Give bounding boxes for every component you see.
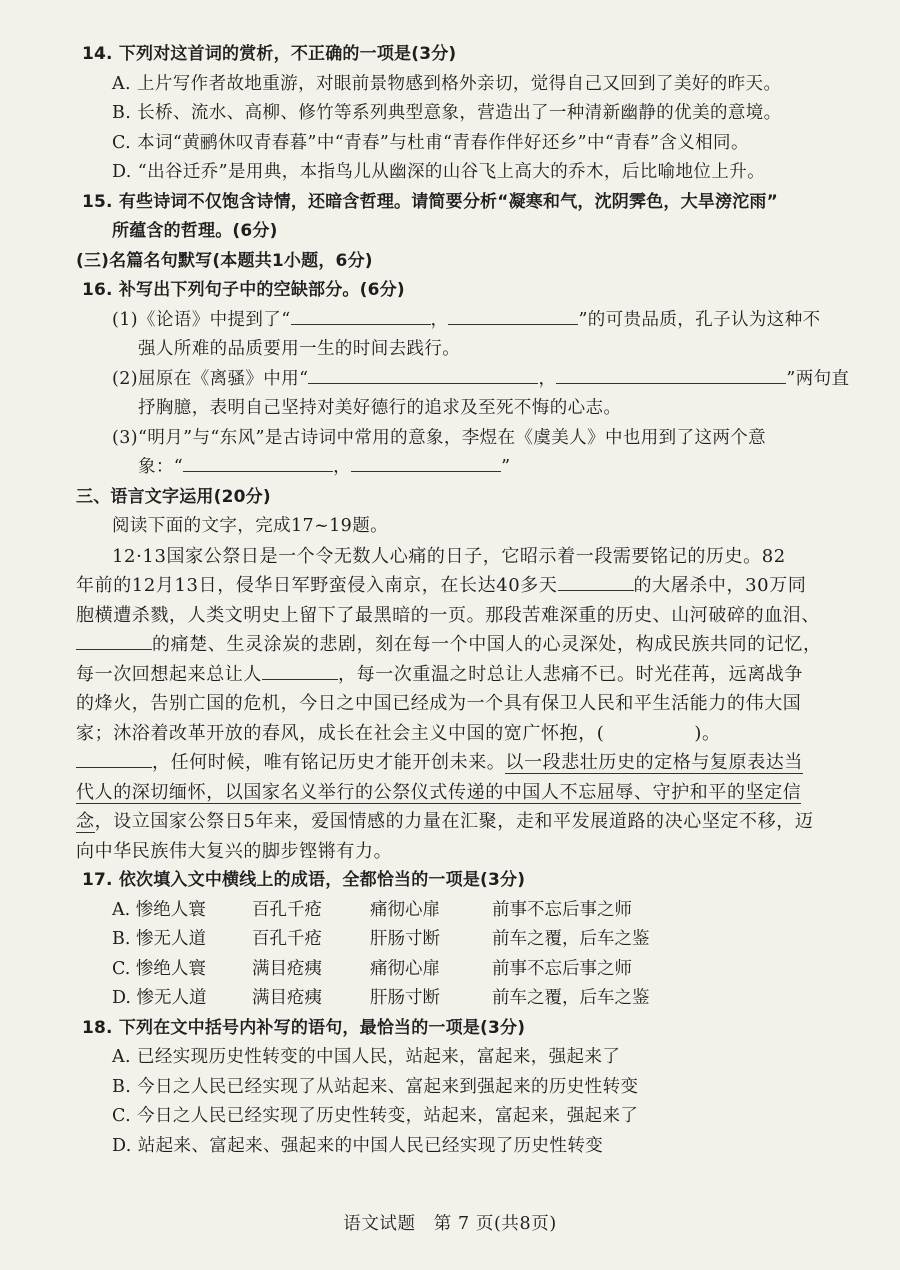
q14-option-c: C. 本词“黄鹂休叹青春暮”中“青春”与杜甫“青春作伴好还乡”中“青春”含义相同。	[112, 132, 749, 153]
fill-blank[interactable]	[308, 365, 538, 384]
fill-blank[interactable]	[76, 749, 152, 768]
q16-item-1: (1)《论语》中提到了“ ， ”的可贵品质，孔子认为这种不	[82, 306, 866, 336]
underlined-sentence: 念	[76, 811, 95, 832]
fill-blank[interactable]	[351, 453, 501, 472]
q18-option-b: B. 今日之人民已经实现了从站起来、富起来到强起来的历史性转变	[112, 1076, 639, 1097]
q14-option-a: A. 上片写作者故地重游，对眼前景物感到格外亲切，觉得自己又回到了美好的昨天。	[112, 73, 782, 94]
q14-option-b: B. 长桥、流水、高柳、修竹等系列典型意象，营造出了一种清新幽静的优美的意境。	[112, 103, 782, 123]
q14-option-d: D. “出谷迁乔”是用典，本指鸟儿从幽深的山谷飞上高大的乔木，后比喻地位上升。	[112, 162, 766, 182]
q16-stem: 16. 补写出下列句子中的空缺部分。(6分)	[82, 280, 405, 300]
passage: 12·13国家公祭日是一个令无数人心痛的日子，它昭示着一段需要铭记的历史。82 年前的12月13日，侵华日军野蛮侵入南京，在长达40多天 的大屠杀中，30万同 胞横遭杀戮，人类文明史上留下了最黑暗的一页。那段苦难深重的历史、山河破碎的血泪、 的痛楚、生灵涂炭的悲剧，刻在每一个中国人的心灵深处，构成民族共同的记忆， 每一次回想起来总让人 ，每一次重温之时总让人悲痛不已。时光荏苒，远离战争 的烽火，告别亡国的危机，今日之中国已经成为一个具有保卫人民和平生活能力的伟大国 家；沐浴着改革开放的春风，成长在社会主义中国的宽广怀抱，( )。 ，任何时候，唯有铭记历史才能开创未来。以一段悲壮历史的定格与复原表达当 代人的深切缅怀，以国家名义举行的公祭仪式传递的中国人不忘屈辱、守护和平的坚定信 念，设立国家公祭日5年来，爱国情感的力量在汇聚，走和平发展道路的决心坚定不移，迈 向中华民族伟大复兴的脚步铿锵有力。	[76, 545, 822, 862]
q16-item-3-cont: 象：“ ， ”	[82, 453, 866, 483]
fill-blank[interactable]	[183, 453, 333, 472]
fill-blank[interactable]	[448, 306, 578, 325]
section-3-heading: (三)名篇名句默写(本题共1小题，6分)	[76, 250, 373, 271]
q17-option-c: C. 惨绝人寰 满目疮痍 痛彻心扉 前事不忘后事之师	[112, 958, 632, 979]
fill-blank[interactable]	[291, 306, 431, 325]
fill-blank[interactable]	[262, 661, 338, 680]
q17-stem: 17. 依次填入文中横线上的成语，全都恰当的一项是(3分)	[82, 870, 526, 890]
fill-blank[interactable]	[76, 631, 152, 650]
q16-item-1-cont: 强人所难的品质要用一生的时间去践行。	[138, 339, 461, 359]
q18-option-a: A. 已经实现历史性转变的中国人民，站起来，富起来，强起来了	[112, 1047, 621, 1067]
q18-stem: 18. 下列在文中括号内补写的语句，最恰当的一项是(3分)	[82, 1017, 526, 1038]
q18-option-c: C. 今日之人民已经实现了历史性转变，站起来，富起来，强起来了	[112, 1106, 639, 1126]
q14-stem: 14. 下列对这首词的赏析，不正确的一项是(3分)	[82, 44, 457, 64]
q16-item-2: (2)屈原在《离骚》中用“ ， ”两句直	[82, 365, 866, 395]
q16-item-2-cont: 抒胸臆，表明自己坚持对美好德行的追求及至死不悔的心志。	[138, 398, 622, 418]
q18-option-d: D. 站起来、富起来、强起来的中国人民已经实现了历史性转变	[112, 1135, 604, 1156]
underlined-sentence: 以一段悲壮历史的定格与复原表达当	[505, 752, 804, 773]
q16-item-3: (3)“明月”与“东风”是古诗词中常用的意象，李煜在《虞美人》中也用到了这两个意	[112, 427, 767, 448]
q17-option-b: B. 惨无人道 百孔千疮 肝肠寸断 前车之覆，后车之鉴	[112, 929, 650, 949]
underlined-sentence: 代人的深切缅怀，以国家名义举行的公祭仪式传递的中国人不忘屈辱、守护和平的坚定信	[76, 781, 802, 803]
page-footer: 语文试题 第 7 页(共8页)	[343, 1214, 557, 1234]
reading-instruction: 阅读下面的文字，完成17~19题。	[112, 516, 388, 536]
part-3-heading: 三、语言文字运用(20分)	[76, 486, 271, 507]
fill-blank[interactable]	[556, 365, 786, 384]
q17-option-a: A. 惨绝人寰 百孔千疮 痛彻心扉 前事不忘后事之师	[112, 899, 632, 920]
fill-blank[interactable]	[558, 572, 634, 591]
q17-options-table	[112, 896, 650, 1014]
q17-option-d: D. 惨无人道 满目疮痍 肝肠寸断 前车之覆，后车之鉴	[112, 988, 650, 1008]
q15-stem-line1: 15. 有些诗词不仅饱含诗情，还暗含哲理。请简要分析“凝寒和气，沈阴霁色，大旱滂沱雨”	[82, 191, 778, 212]
q15-stem-line2: 所蕴含的哲理。(6分)	[112, 221, 278, 241]
